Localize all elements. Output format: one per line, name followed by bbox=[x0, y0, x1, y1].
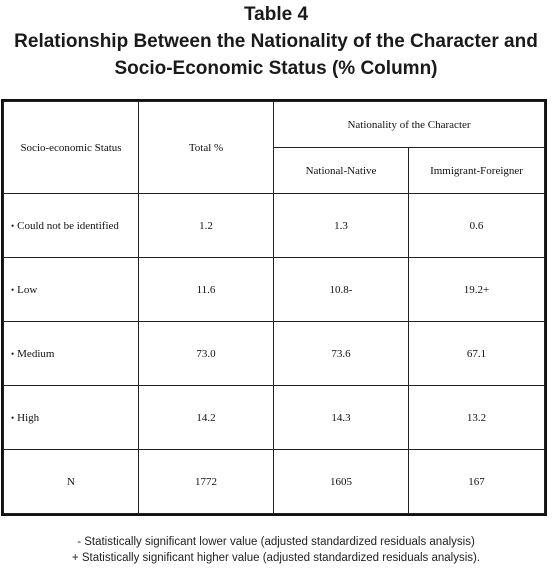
row-label-text: Could not be identified bbox=[17, 219, 119, 232]
cell-total: 1772 bbox=[139, 450, 274, 514]
cell-immigrant: 67.1 bbox=[409, 322, 545, 386]
row-label bbox=[4, 258, 139, 322]
table-row-total-n bbox=[4, 450, 545, 514]
data-table bbox=[3, 101, 545, 514]
cell-total: 11.6 bbox=[139, 258, 274, 322]
cell-immigrant: 13.2 bbox=[409, 386, 545, 450]
row-label-text: Low bbox=[17, 283, 38, 296]
header-nationality-group: Nationality of the Character bbox=[274, 102, 545, 148]
header-total: Total % bbox=[139, 102, 274, 194]
row-label-text: High bbox=[17, 411, 40, 424]
cell-total: 73.0 bbox=[139, 322, 274, 386]
footnote-lower: - Statistically significant lower value (adjusted standardized residuals analysis) bbox=[77, 536, 475, 548]
cell-immigrant: 19.2+ bbox=[409, 258, 545, 322]
table-title-line-2: Socio-Economic Status (% Column) bbox=[114, 58, 438, 79]
row-label-text: Medium bbox=[17, 347, 55, 360]
cell-native: 1.3 bbox=[274, 194, 409, 258]
bullet-icon: • bbox=[11, 284, 15, 295]
cell-native: 73.6 bbox=[274, 322, 409, 386]
header-row bbox=[4, 102, 545, 148]
cell-total: 1.2 bbox=[139, 194, 274, 258]
table-row bbox=[4, 322, 545, 386]
row-label: N bbox=[4, 450, 139, 514]
table-number: Table 4 bbox=[243, 4, 309, 25]
cell-immigrant: 0.6 bbox=[409, 194, 545, 258]
cell-native: 14.3 bbox=[274, 386, 409, 450]
table-row bbox=[4, 258, 545, 322]
row-label bbox=[4, 322, 139, 386]
table-title-line-1: Relationship Between the Nationality of the Character and bbox=[14, 31, 538, 52]
bullet-icon: • bbox=[11, 348, 15, 359]
cell-native: 1605 bbox=[274, 450, 409, 514]
cell-total: 14.2 bbox=[139, 386, 274, 450]
bullet-icon: • bbox=[11, 220, 15, 231]
header-immigrant: Immigrant-Foreigner bbox=[409, 148, 545, 194]
table-row bbox=[4, 386, 545, 450]
row-label bbox=[4, 386, 139, 450]
bullet-icon: • bbox=[11, 412, 15, 423]
cell-immigrant: 167 bbox=[409, 450, 545, 514]
footnote-higher: + Statistically significant higher value (adjusted standardized residuals analysis). bbox=[71, 552, 481, 564]
cell-native: 10.8- bbox=[274, 258, 409, 322]
header-native: National-Native bbox=[274, 148, 409, 194]
header-status: Socio-economic Status bbox=[4, 102, 139, 194]
row-label bbox=[4, 194, 139, 258]
table-row bbox=[4, 194, 545, 258]
